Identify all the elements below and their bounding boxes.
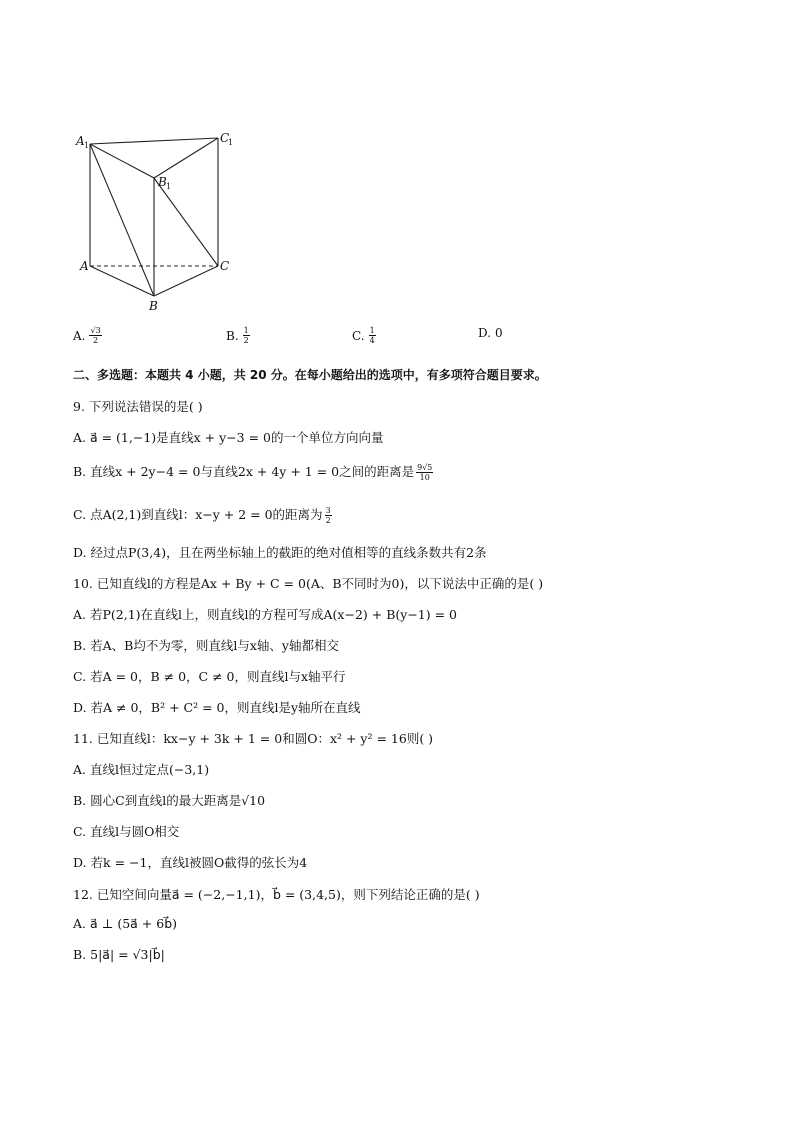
q9-option-d[interactable]: D. 经过点P(3,4)，且在两坐标轴上的截距的绝对值相等的直线条数共有2条 xyxy=(73,545,487,560)
label-c1: C xyxy=(220,131,230,145)
label-a1-sub: 1 xyxy=(84,141,90,150)
q9-option-b[interactable]: B. 直线x + 2y−4 = 0与直线2x + 4y + 1 = 0之间的距离是 $\frac{9√5}{10}$ xyxy=(73,463,433,482)
q11-option-d[interactable]: D. 若k = −1，直线l被圆O截得的弦长为4 xyxy=(73,855,308,870)
q9-option-a[interactable]: A. a⃗ = (1,−1)是直线x + y−3 = 0的一个单位方向向量 xyxy=(73,430,384,445)
label-a1: A xyxy=(76,134,85,148)
q8-option-c[interactable]: C. $\frac{1}{4}$ xyxy=(352,326,375,345)
label-c1-sub: 1 xyxy=(228,138,234,147)
q11-option-a[interactable]: A. 直线l恒过定点(−3,1) xyxy=(73,762,210,777)
prism-diagram xyxy=(70,128,250,318)
label-a: A xyxy=(80,259,89,273)
q9-stem: 9. 下列说法错误的是( ) xyxy=(73,399,203,414)
q10-option-d[interactable]: D. 若A ≠ 0，B² + C² = 0，则直线l是y轴所在直线 xyxy=(73,700,361,715)
section-heading: 二、多选题：本题共 4 小题，共 20 分。在每小题给出的选项中，有多项符合题目要求。 xyxy=(73,368,547,382)
q10-option-a[interactable]: A. 若P(2,1)在直线l上，则直线l的方程可写成A(x−2) + B(y−1) = 0 xyxy=(73,607,457,622)
q12-option-b[interactable]: B. 5|a⃗| = √3|b⃗| xyxy=(73,947,165,962)
q8-option-d[interactable]: D. 0 xyxy=(478,326,503,340)
q10-option-b[interactable]: B. 若A、B均不为零，则直线l与x轴、y轴都相交 xyxy=(73,638,339,653)
q12-option-a[interactable]: A. a⃗ ⊥ (5a⃗ + 6b⃗) xyxy=(73,916,178,931)
q10-option-c[interactable]: C. 若A = 0，B ≠ 0，C ≠ 0，则直线l与x轴平行 xyxy=(73,669,346,684)
prism-figure xyxy=(70,128,250,318)
q10-stem: 10. 已知直线l的方程是Ax + By + C = 0(A、B不同时为0)，以下说法中正确的是( ) xyxy=(73,576,544,591)
q11-option-c[interactable]: C. 直线l与圆O相交 xyxy=(73,824,180,839)
q8-options xyxy=(73,326,773,352)
q11-option-b[interactable]: B. 圆心C到直线l的最大距离是√10 xyxy=(73,793,266,808)
label-b1-sub: 1 xyxy=(166,182,172,191)
label-b: B xyxy=(149,299,158,313)
label-b1: B xyxy=(158,175,167,189)
q8-option-a[interactable]: A. $\frac{√3}{2}$ xyxy=(73,326,101,345)
q8-option-b[interactable]: B. $\frac{1}{2}$ xyxy=(226,326,249,345)
q9-option-c[interactable]: C. 点A(2,1)到直线l：x−y + 2 = 0的距离为 $\frac{3}{2}$ xyxy=(73,506,331,525)
label-c: C xyxy=(220,259,230,273)
q11-stem: 11. 已知直线l：kx−y + 3k + 1 = 0和圆O：x² + y² = 16则( ) xyxy=(73,731,434,746)
q12-stem: 12. 已知空间向量a⃗ = (−2,−1,1)，b⃗ = (3,4,5)，则下列结论正确的是( ) xyxy=(73,887,480,902)
